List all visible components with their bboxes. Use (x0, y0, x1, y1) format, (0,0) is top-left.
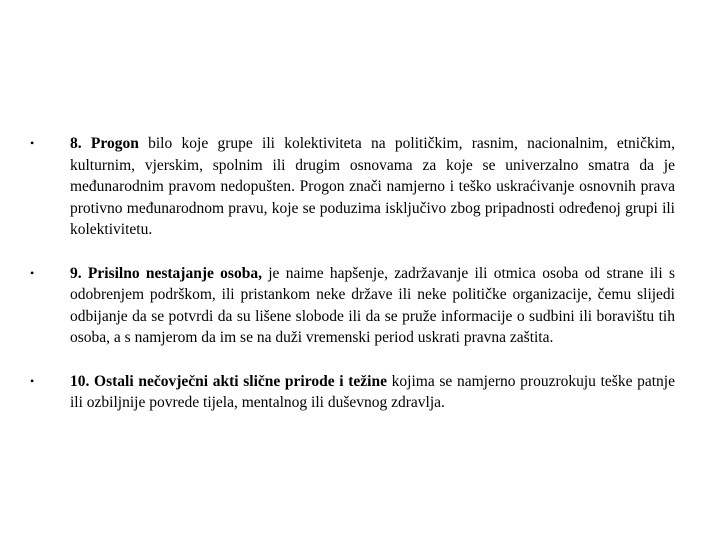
item-text: je naime hapšenje, zadržavanje ili otmica osoba od strane ili s odobrenjem podrškom, ili pristankom neke države ili neke političke organizacije, čemu slijedi odbijanje da se potvrdi da su lišene slobode ili da se pruže informacije o sudbini ili boravištu tih osoba, a s namjerom da im se na duži vremenski period uskrati pravna zaštita. (70, 264, 675, 346)
bullet-icon: • (30, 373, 35, 388)
item-text: kojima se namjerno prouzrokuju teške patnje ili ozbiljnije povrede tijela, mentalnog ili duševnog zdravlja. (70, 372, 675, 411)
bullet-icon: • (30, 136, 35, 150)
item-heading: 10. Ostali nečovječni akti slične prirode i težine (70, 372, 387, 390)
list-item-persecution (30, 133, 675, 241)
item-heading: 8. Progon (70, 135, 139, 152)
list-item-enforced-disappearance (30, 263, 675, 349)
item-heading: 9. Prisilno nestajanje osoba, (70, 264, 262, 282)
bullet-icon: • (30, 265, 35, 280)
bullet-list (30, 133, 675, 414)
item-text: bilo koje grupe ili kolektiviteta na političkim, rasnim, nacionalnim, etničkim, kulturnim, vjerskim, spolnim ili drugim osnovama za koje se univerzalno smatra da je međunarodnim pravom nedopušten. Progon znači namjerno i teško uskraćivanje osnovnih prava protivno međunarodnom pravu, koje se poduzima isključivo zbog pripadnosti određenoj grupi ili kolektivitetu. (70, 135, 675, 238)
list-item-other-inhumane-acts (30, 371, 675, 414)
